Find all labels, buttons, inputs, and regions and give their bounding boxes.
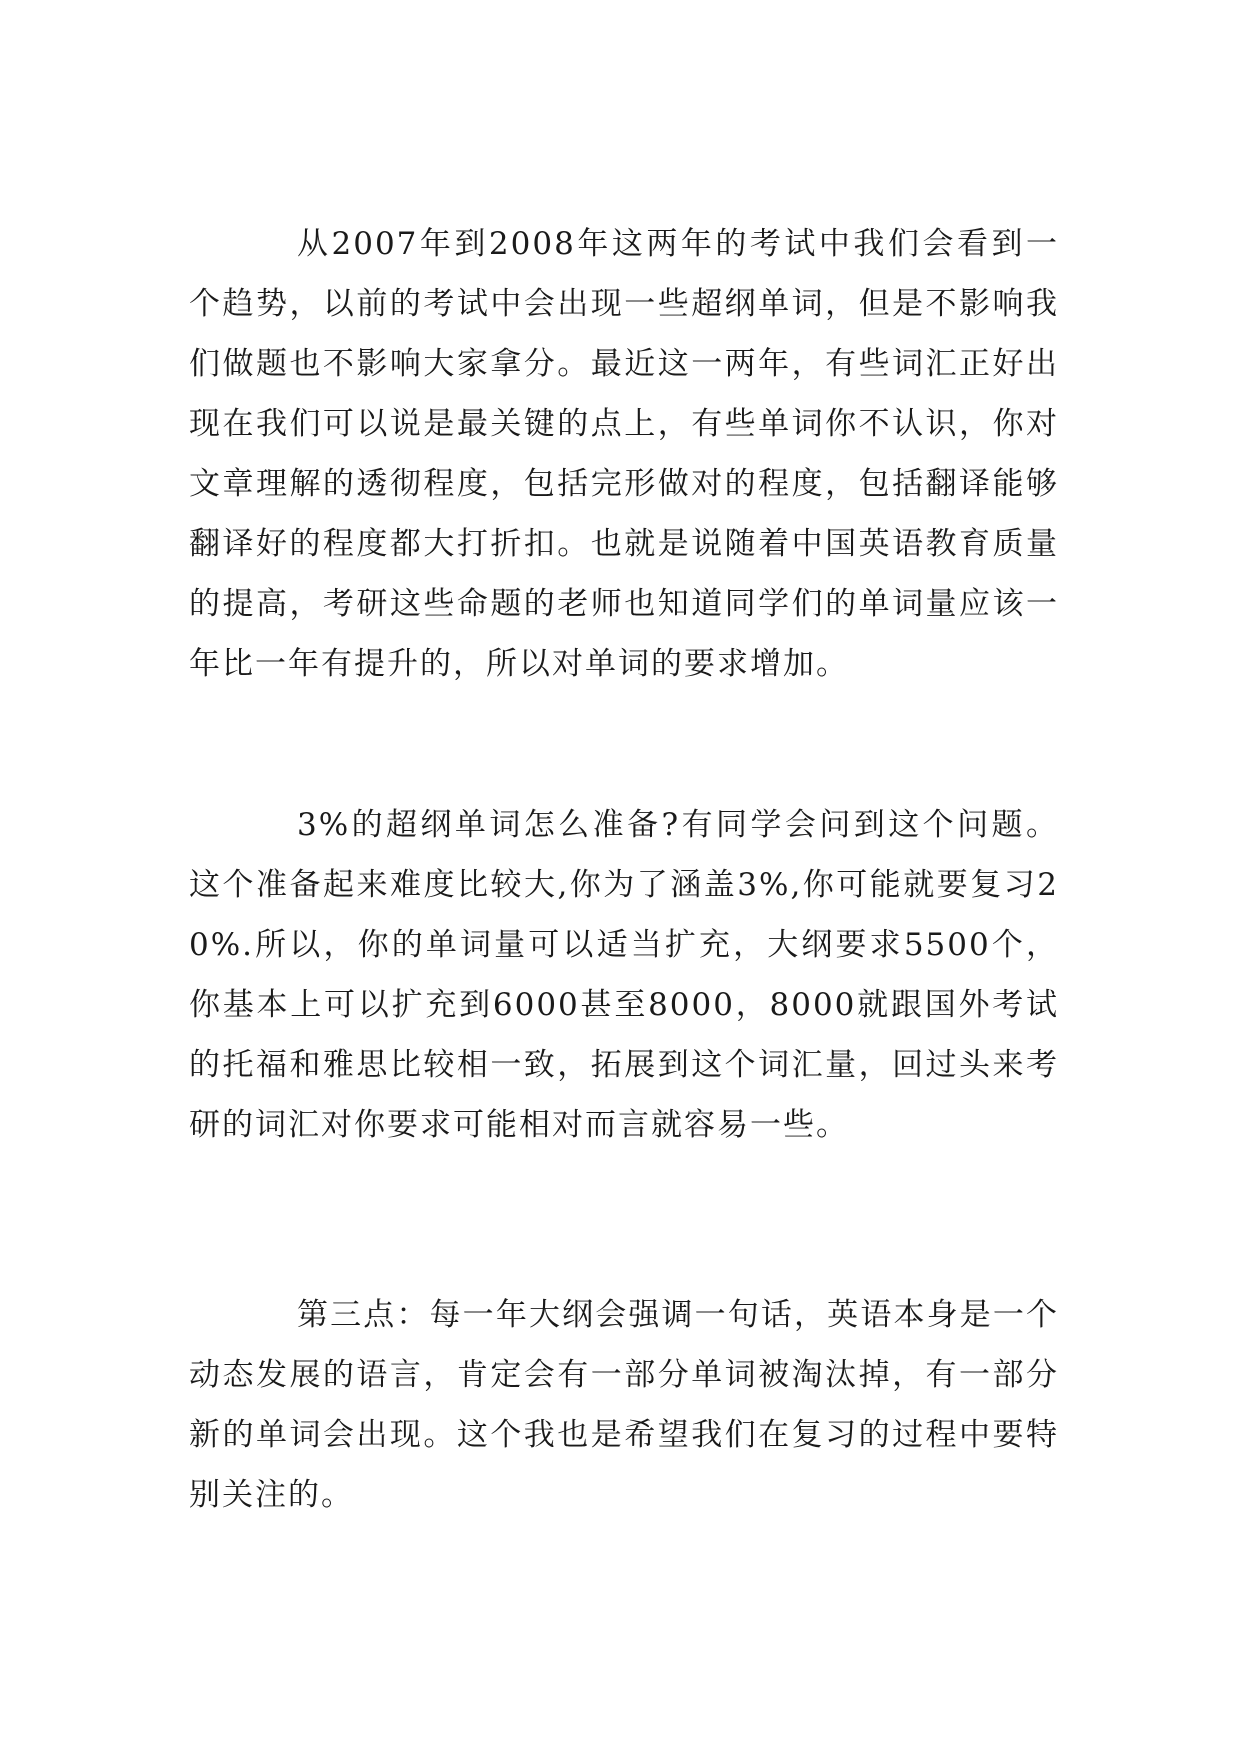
paragraph-third-point: 第三点：每一年大纲会强调一句话，英语本身是一个动态发展的语言，肯定会有一部分单词被淘汰掉，有一部分新的单词会出现。这个我也是希望我们在复习的过程中要特别关注的。 <box>189 1297 1059 1513</box>
paragraph-vocabulary-trend: 从2007年到2008年这两年的考试中我们会看到一个趋势，以前的考试中会出现一些超纲单词，但是不影响我们做题也不影响大家拿分。最近这一两年，有些词汇正好出现在我们可以说是最关键的点上，有些单词你不认识，你对文章理解的透彻程度，包括完形做对的程度，包括翻译能够翻译好的程度都大打折扣。也就是说随着中国英语教育质量的提高，考研这些命题的老师也知道同学们的单词量应该一年比一年有提升的，所以对单词的要求增加。 <box>189 226 1059 682</box>
paragraph-vocabulary-preparation: 3%的超纲单词怎么准备?有同学会问到这个问题。这个准备起来难度比较大,你为了涵盖3%,你可能就要复习20%.所以，你的单词量可以适当扩充，大纲要求5500个，你基本上可以扩充到6000甚至8000，8000就跟国外考试的托福和雅思比较相一致，拓展到这个词汇量，回过头来考研的词汇对你要求可能相对而言就容易一些。 <box>189 807 1059 1143</box>
